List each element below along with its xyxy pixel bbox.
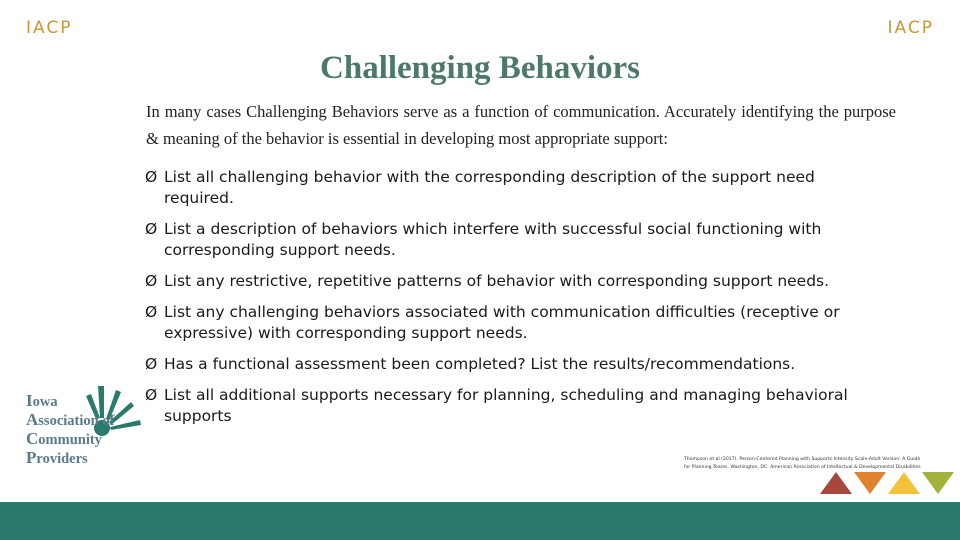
intro-paragraph: In many cases Challenging Behaviors serve as a function of communication. Accurately identifying the purpose & meaning of the behavior is essential in developing most appropriate support: xyxy=(146,102,896,148)
arrow-bullet-icon: Ø xyxy=(145,168,158,186)
arrow-bullet-icon: Ø xyxy=(145,303,158,321)
bullet-item xyxy=(145,167,885,209)
bullet-text: List any restrictive, repetitive patterns of behavior with corresponding support needs. xyxy=(164,272,830,290)
bullet-item xyxy=(145,302,885,344)
arrow-bullet-icon: Ø xyxy=(145,386,158,404)
triangle-green xyxy=(922,472,954,494)
logo-wordmark: Iowa Association of Community Providers xyxy=(26,391,115,467)
brand-right: IACP xyxy=(887,18,934,38)
bullet-item xyxy=(145,271,885,292)
arrow-bullet-icon: Ø xyxy=(145,220,158,238)
triangle-orange xyxy=(854,472,886,494)
brand-left: IACP xyxy=(26,18,73,38)
arrow-bullet-icon: Ø xyxy=(145,272,158,290)
triangle-yellow xyxy=(888,472,920,494)
bullet-item xyxy=(145,219,885,261)
decorative-triangles xyxy=(820,470,954,496)
citation-line: Thompson et al (2017). Person-Centered Planning with Supports Intensity Scale-Adult Version: A Guide xyxy=(684,457,921,462)
footer-bar xyxy=(0,502,960,540)
bullet-text: List a description of behaviors which interfere with successful social functioning with corresponding support needs. xyxy=(164,220,822,259)
bullet-text: Has a functional assessment been completed? List the results/recommendations. xyxy=(164,355,796,373)
bullet-text: List any challenging behaviors associated with communication difficulties (receptive or expressive) with corresponding support needs. xyxy=(164,303,840,342)
arrow-bullet-icon: Ø xyxy=(145,355,158,373)
citation-line: for Planning Teams. Washington, DC: American Association of Intellectual & Developmental Disabilities xyxy=(684,465,921,470)
bullet-item xyxy=(145,354,885,375)
slide-title: Challenging Behaviors xyxy=(320,50,640,86)
bullet-item xyxy=(145,385,885,427)
bullet-list xyxy=(145,167,885,437)
bullet-text: List all additional supports necessary for planning, scheduling and managing behavioral supports xyxy=(164,386,848,425)
bullet-text: List all challenging behavior with the corresponding description of the support need required. xyxy=(164,168,815,207)
iacp-logo xyxy=(22,378,144,468)
triangle-red xyxy=(820,472,852,494)
